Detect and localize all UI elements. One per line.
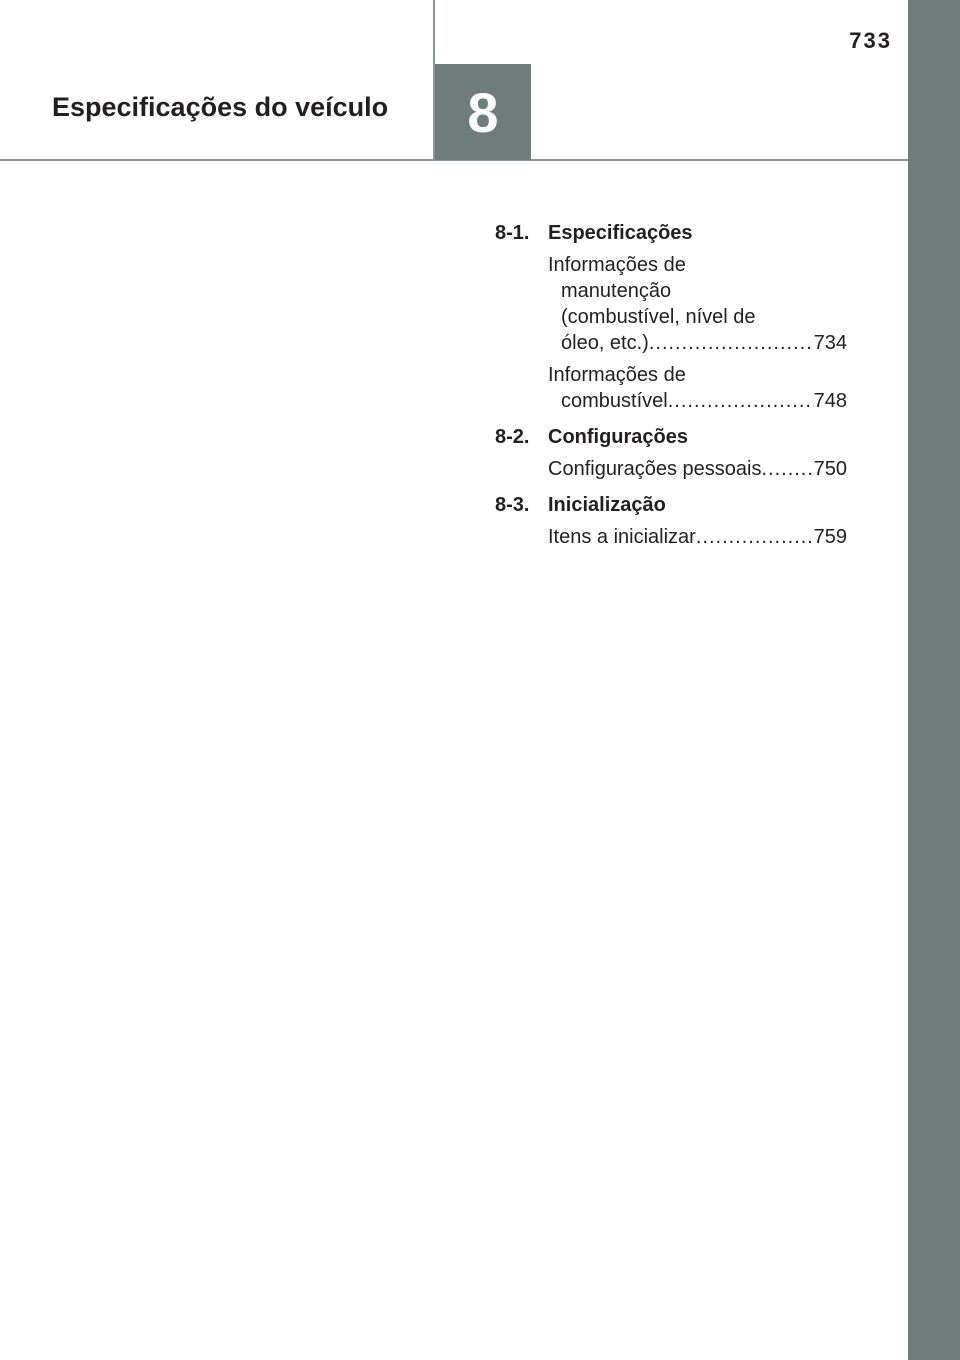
toc-entry[interactable] [548, 252, 847, 356]
toc-section-heading [495, 492, 847, 518]
toc-entry-text: Configurações pessoais [548, 458, 762, 480]
toc-entry-text: manutenção [561, 280, 672, 302]
toc-section-heading [495, 220, 847, 246]
toc-entry[interactable] [548, 456, 847, 482]
toc-entry-text: Itens a inicializar [548, 526, 696, 548]
toc-entry-line [548, 252, 847, 278]
dot-leader [668, 388, 814, 414]
toc-page-reference: 759 [813, 526, 847, 548]
toc-entry-line [548, 304, 847, 330]
chapter-title: Especificações do veículo [52, 92, 389, 122]
toc-section [495, 220, 847, 414]
page-number: 733 [849, 28, 892, 53]
toc-section [495, 424, 847, 482]
toc-entry-text: Informações de [548, 254, 686, 276]
toc-entry-text: (combustível, nível de [561, 306, 756, 328]
toc-page-reference: 750 [813, 458, 847, 480]
section-number: 8-2. [495, 426, 530, 448]
toc-entry-line [548, 330, 847, 356]
dot-leader [696, 524, 814, 550]
toc-section [495, 492, 847, 550]
toc-entry[interactable] [548, 524, 847, 550]
dot-leader [649, 330, 814, 356]
section-number: 8-3. [495, 494, 530, 516]
chapter-number-badge: 8 [435, 64, 531, 160]
section-title: Especificações [548, 222, 693, 244]
dot-leader [761, 456, 813, 482]
toc-entry-line [548, 362, 847, 388]
toc-entry-line [548, 456, 847, 482]
section-title: Configurações [548, 426, 689, 448]
section-title: Inicialização [548, 494, 666, 516]
toc-page-reference: 734 [813, 332, 847, 354]
toc-entry-line [548, 388, 847, 414]
toc-section-heading [495, 424, 847, 450]
toc-page-reference: 748 [813, 390, 847, 412]
toc-entry-line [548, 524, 847, 550]
section-number: 8-1. [495, 222, 530, 244]
toc-entry-text: óleo, etc.) [561, 332, 649, 354]
toc-entry[interactable] [548, 362, 847, 414]
toc-entry-line [548, 278, 847, 304]
side-chapter-tab [908, 0, 960, 1360]
toc-entry-text: Informações de [548, 364, 686, 386]
toc-entry-text: combustível [561, 390, 668, 412]
table-of-contents [495, 220, 847, 560]
